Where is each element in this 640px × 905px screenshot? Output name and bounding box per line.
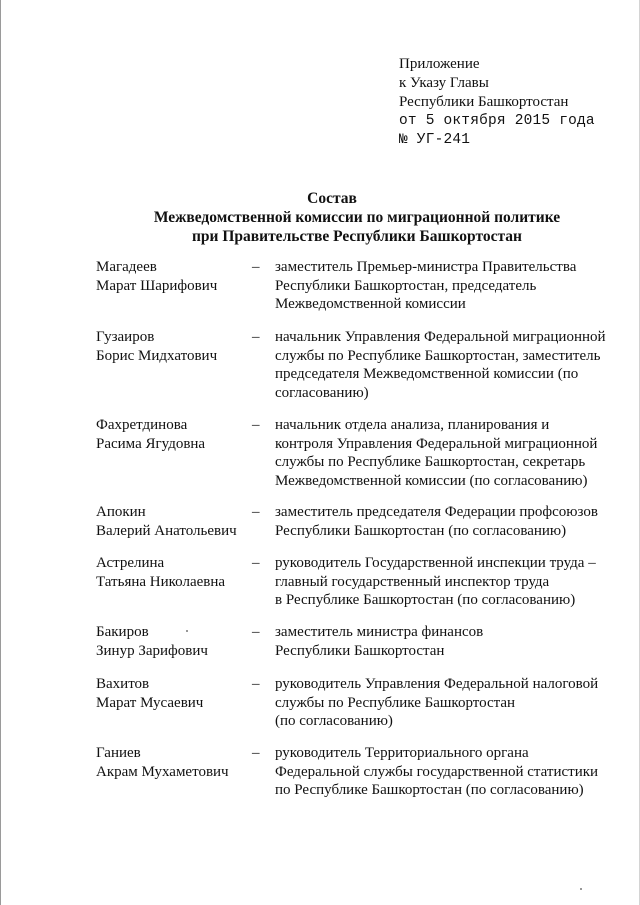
role-line: по Республике Башкортостан (по согласованию) <box>275 782 584 798</box>
title-line-1: Состав <box>307 190 357 207</box>
member-given-name: Валерий Анатольевич <box>96 522 237 539</box>
member-dash: – <box>252 555 260 571</box>
member-surname: Фахретдинова <box>96 417 188 433</box>
appendix-decree-ref: к Указу Главы <box>399 75 489 91</box>
role-line: руководитель Территориального органа <box>275 745 529 761</box>
appendix-label: Приложение <box>399 56 480 72</box>
role-line: заместитель министра финансов <box>275 624 484 640</box>
role-line: согласованию) <box>275 384 369 401</box>
role-line: Федеральной службы государственной статистики <box>275 763 599 780</box>
member-given-name: Марат Мусаевич <box>96 694 204 711</box>
role-line: службы по Республике Башкортостан, заместитель <box>275 347 601 364</box>
role-line: контроля Управления Федеральной миграционной <box>275 435 598 452</box>
member-role <box>275 328 620 402</box>
member-role <box>275 554 620 610</box>
role-line: начальник отдела анализа, планирования и <box>275 417 550 433</box>
member-name <box>96 554 256 591</box>
member-role <box>275 744 620 800</box>
member-role <box>275 258 620 314</box>
role-line: Межведомственной комиссии (по согласованию) <box>275 472 588 489</box>
member-given-name: Татьяна Николаевна <box>96 573 226 590</box>
member-given-name: Акрам Мухаметович <box>96 763 229 780</box>
member-name <box>96 503 256 540</box>
title-line-3: при Правительстве Республики Башкортостан <box>191 228 522 245</box>
member-dash: – <box>252 676 260 692</box>
member-dash: – <box>252 259 260 275</box>
member-name <box>96 675 256 712</box>
scan-speck <box>186 630 188 632</box>
member-role <box>275 416 620 490</box>
role-line: службы по Республике Башкортостан, секретарь <box>275 454 586 470</box>
member-surname: Астрелина <box>96 555 165 571</box>
member-role <box>275 503 620 540</box>
role-line: в Республике Башкортостан (по согласованию) <box>275 592 576 608</box>
member-role <box>275 623 620 660</box>
appendix-date: от 5 октября 2015 года <box>399 113 595 129</box>
appendix-number: № УГ-241 <box>399 132 471 148</box>
member-name <box>96 623 256 660</box>
member-surname: Бакиров <box>96 624 149 640</box>
member-given-name: Марат Шарифович <box>96 277 218 294</box>
member-dash: – <box>252 417 260 433</box>
member-name <box>96 258 256 295</box>
role-line: Республики Башкортостан, председатель <box>275 277 537 294</box>
member-name <box>96 416 256 453</box>
member-given-name: Борис Мидхатович <box>96 347 218 364</box>
member-surname: Гузаиров <box>96 329 155 345</box>
role-line: службы по Республике Башкортостан <box>275 694 516 711</box>
member-surname: Ганиев <box>96 745 141 761</box>
role-line: руководитель Управления Федеральной налоговой <box>275 676 599 692</box>
member-role <box>275 675 620 731</box>
member-name <box>96 328 256 365</box>
role-line: Республики Башкортостан <box>275 642 445 659</box>
role-line: главный государственный инспектор труда <box>275 573 550 590</box>
scan-speck <box>580 888 582 890</box>
member-surname: Апокин <box>96 504 146 520</box>
member-name <box>96 744 256 781</box>
member-given-name: Расима Ягудовна <box>96 435 206 452</box>
member-surname: Магадеев <box>96 259 157 275</box>
role-line: Межведомственной комиссии <box>275 296 466 312</box>
member-given-name: Зинур Зарифович <box>96 642 208 659</box>
member-dash: – <box>252 745 260 761</box>
role-line: Республики Башкортостан (по согласованию) <box>275 522 567 539</box>
member-dash: – <box>252 624 260 640</box>
role-line: руководитель Государственной инспекции труда – <box>275 555 596 571</box>
role-line: (по согласованию) <box>275 713 393 729</box>
appendix-republic: Республики Башкортостан <box>399 94 569 110</box>
role-line: заместитель председателя Федерации профсоюзов <box>275 504 598 520</box>
title-line-2: Межведомственной комиссии по миграционной политике <box>153 209 561 226</box>
member-dash: – <box>252 329 260 345</box>
member-surname: Вахитов <box>96 676 150 692</box>
role-line: председателя Межведомственной комиссии (по <box>275 366 579 382</box>
member-dash: – <box>252 504 260 520</box>
role-line: начальник Управления Федеральной миграционной <box>275 329 606 345</box>
role-line: заместитель Премьер-министра Правительства <box>275 259 577 275</box>
